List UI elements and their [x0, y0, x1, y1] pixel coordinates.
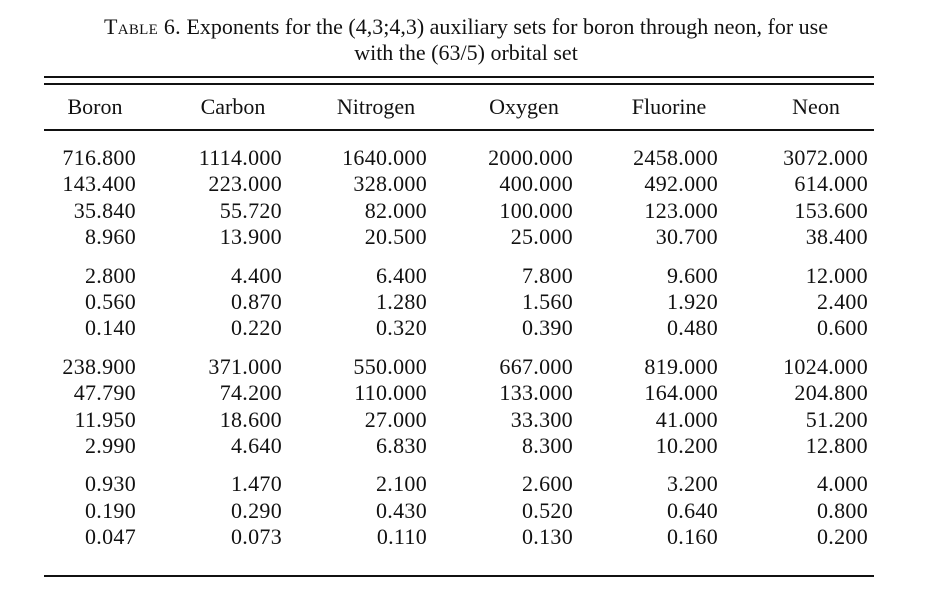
caption-text-line1: Exponents for the (4,3;4,3) auxiliary sets for boron through neon, for use [186, 14, 829, 39]
table-cell-oxygen: 0.390 [522, 315, 573, 341]
column-header-boron: Boron [67, 94, 123, 119]
table-cell-nitrogen: 20.500 [364, 224, 427, 250]
table-cell-carbon: 0.290 [231, 497, 282, 523]
table-cell-nitrogen: 6.830 [376, 433, 427, 458]
table-cell-nitrogen: 328.000 [353, 171, 427, 197]
table-cell-carbon: 1114.000 [198, 145, 282, 170]
table-cell-oxygen: 7.800 [522, 262, 573, 288]
table-cell-carbon: 4.400 [231, 262, 282, 288]
table-cell-oxygen: 0.130 [522, 524, 573, 550]
table-cell-neon: 51.200 [805, 406, 868, 432]
table-cell-boron: 0.560 [85, 289, 136, 314]
header-rule [44, 129, 874, 131]
table-cell-fluorine: 164.000 [644, 380, 718, 406]
table-cell-nitrogen: 2.100 [376, 471, 427, 497]
table-cell-carbon: 18.600 [219, 406, 282, 432]
table-caption-line2 [30, 40, 902, 66]
table-cell-carbon: 0.870 [231, 289, 282, 314]
table-cell-fluorine: 123.000 [644, 197, 718, 223]
caption-text-line2: with the (63/5) orbital set [354, 40, 578, 65]
table-cell-boron: 35.840 [73, 197, 136, 223]
table-cell-neon: 204.800 [794, 380, 868, 406]
column-header-carbon: Carbon [200, 94, 266, 119]
table-cell-carbon: 55.720 [219, 197, 282, 223]
table-cell-nitrogen: 550.000 [353, 353, 427, 379]
table-cell-neon: 153.600 [794, 197, 868, 223]
table-cell-neon: 12.800 [805, 433, 868, 458]
table-cell-fluorine: 492.000 [644, 171, 718, 197]
table-cell-boron: 0.047 [85, 524, 136, 550]
table-cell-carbon: 0.073 [231, 524, 282, 550]
table-cell-boron: 2.800 [85, 262, 136, 288]
table-cell-boron: 8.960 [85, 224, 136, 250]
table-cell-nitrogen: 1.280 [376, 289, 427, 314]
table-cell-oxygen: 133.000 [499, 380, 573, 406]
table-cell-boron: 143.400 [62, 171, 136, 197]
table-cell-fluorine: 819.000 [644, 353, 718, 379]
table-cell-oxygen: 33.300 [510, 406, 573, 432]
table-cell-boron: 716.800 [62, 145, 136, 170]
table-cell-fluorine: 3.200 [667, 471, 718, 497]
table-cell-fluorine: 0.640 [667, 497, 718, 523]
table-cell-oxygen: 0.520 [522, 497, 573, 523]
table-cell-carbon: 1.470 [231, 471, 282, 497]
table-cell-fluorine: 9.600 [667, 262, 718, 288]
table-cell-oxygen: 2.600 [522, 471, 573, 497]
table-cell-carbon: 223.000 [208, 171, 282, 197]
table-cell-boron: 238.900 [62, 353, 136, 379]
table-cell-fluorine: 10.200 [655, 433, 718, 458]
top-rule-second [44, 83, 874, 85]
table-cell-nitrogen: 0.320 [376, 315, 427, 341]
column-header-oxygen: Oxygen [489, 94, 559, 119]
table-cell-neon: 4.000 [817, 471, 868, 497]
column-header-nitrogen: Nitrogen [336, 94, 416, 119]
table-cell-carbon: 13.900 [219, 224, 282, 250]
table-cell-boron: 11.950 [74, 406, 136, 432]
table-cell-carbon: 0.220 [231, 315, 282, 341]
table-cell-fluorine: 30.700 [655, 224, 718, 250]
column-header-fluorine: Fluorine [631, 94, 707, 119]
table-cell-carbon: 4.640 [231, 433, 282, 458]
table-cell-nitrogen: 27.000 [364, 406, 427, 432]
bottom-rule [44, 575, 874, 577]
table-cell-carbon: 74.200 [219, 380, 282, 406]
table-cell-neon: 1024.000 [783, 353, 868, 379]
table-cell-neon: 0.600 [817, 315, 868, 341]
table-cell-nitrogen: 0.430 [376, 497, 427, 523]
table-cell-nitrogen: 6.400 [376, 262, 427, 288]
table-label: Table 6. [103, 14, 181, 39]
table-cell-oxygen: 2000.000 [488, 145, 573, 170]
table-cell-neon: 2.400 [817, 289, 868, 314]
table-cell-carbon: 371.000 [208, 353, 282, 379]
table-cell-fluorine: 0.160 [667, 524, 718, 550]
table-cell-fluorine: 41.000 [655, 406, 718, 432]
table-cell-neon: 0.200 [817, 524, 868, 550]
table-cell-boron: 47.790 [73, 380, 136, 406]
table-cell-nitrogen: 1640.000 [342, 145, 427, 170]
table-cell-oxygen: 8.300 [522, 433, 573, 458]
table-cell-boron: 0.930 [85, 471, 136, 497]
top-rule [44, 76, 874, 78]
table-cell-neon: 614.000 [794, 171, 868, 197]
table-cell-boron: 0.190 [85, 497, 136, 523]
table-cell-neon: 12.000 [805, 262, 868, 288]
table-cell-fluorine: 1.920 [667, 289, 718, 314]
table-cell-oxygen: 667.000 [499, 353, 573, 379]
table-cell-nitrogen: 110.000 [354, 380, 427, 406]
table-cell-oxygen: 1.560 [522, 289, 573, 314]
table-cell-oxygen: 25.000 [510, 224, 573, 250]
table-cell-fluorine: 0.480 [667, 315, 718, 341]
table-caption [30, 14, 902, 40]
table-cell-nitrogen: 82.000 [364, 197, 427, 223]
table-cell-neon: 0.800 [817, 497, 868, 523]
table-cell-fluorine: 2458.000 [633, 145, 718, 170]
table-cell-boron: 0.140 [85, 315, 136, 341]
table-cell-neon: 3072.000 [783, 145, 868, 170]
table-cell-neon: 38.400 [805, 224, 868, 250]
table-cell-oxygen: 100.000 [499, 197, 573, 223]
table-cell-oxygen: 400.000 [499, 171, 573, 197]
table-cell-boron: 2.990 [85, 433, 136, 458]
column-header-neon: Neon [792, 94, 840, 119]
table-cell-nitrogen: 0.110 [376, 524, 427, 550]
